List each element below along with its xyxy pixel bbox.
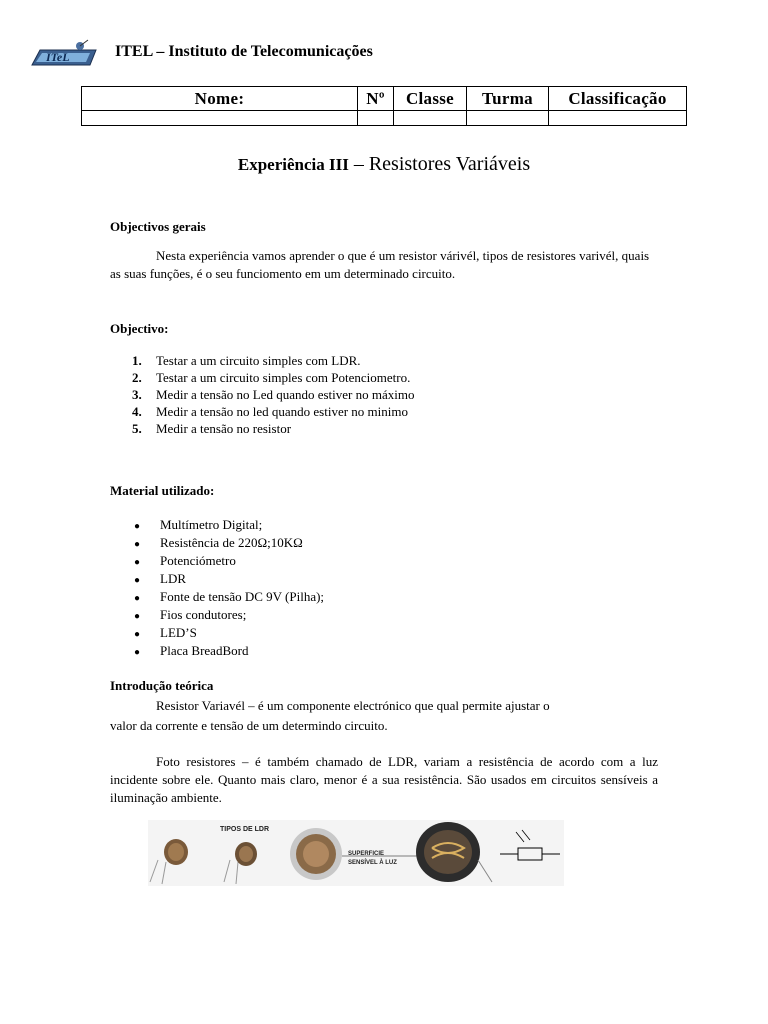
header-numero: Nº [358,87,394,111]
introducao-heading: Introdução teórica [110,678,214,693]
list-item: ● Resistência de 220Ω;10KΩ [110,534,324,552]
list-item: 1. Testar a um circuito simples com LDR. [132,353,361,368]
ldr-types-figure [148,820,564,886]
experiment-number: Experiência III [237,155,349,174]
cell-turma [467,111,549,126]
header-classificacao: Classificação [549,87,687,111]
cell-nome [82,111,358,126]
cell-numero [358,111,394,126]
list-item: ● Potenciómetro [110,552,324,570]
figure-label-surface-2: SENSÍVEL À LUZ [348,860,397,866]
cell-classe [394,111,467,126]
ldr-medium [290,828,342,880]
bullet-icon: ● [134,629,141,640]
header-classe: Classe [394,87,467,111]
figure-label-types: TIPOS DE LDR [220,826,270,833]
objectivo-list [110,352,415,437]
bullet-icon: ● [134,575,141,586]
material-list [110,516,324,660]
itel-logo [30,38,98,68]
list-item: 2. Testar a um circuito simples com Potenciometro. [132,370,411,385]
list-item: ● LDR [110,570,324,588]
bullet-icon: ● [134,593,141,604]
list-item: ● LED’S [110,624,324,642]
list-item: ● Fonte de tensão DC 9V (Pilha); [110,588,324,606]
table-row [82,111,687,126]
objectivos-gerais-heading: Objectivos gerais [110,219,206,234]
intro-line-1: Resistor Variavél – é um componente electrónico que qual permite ajustar o [156,698,550,713]
header-nome: Nome: [82,87,358,111]
figure-label-surface-1: SUPERFICIE [348,851,385,857]
list-item: 3. Medir a tensão no Led quando estiver no máximo [132,387,415,402]
student-info-table [81,86,687,126]
list-item: 5. Medir a tensão no resistor [132,421,292,436]
objectivos-gerais-text: Nesta experiência vamos aprender o que é um resistor várivél, tipos de resistores varivél, quais as suas funções, é o seu funciomento em um determinado circuito. [110,248,650,281]
intro-line-2: valor da corrente e tensão de um determindo circuito. [110,718,388,733]
logo-text: ITeL [46,50,70,64]
intro-paragraph-ldr: Foto resistores – é também chamado de LDR, variam a resistência de acordo com a luz incidente sobre ele. Quanto mais claro, menor é a sua resistência. São usados em circuitos sensíveis a iluminação ambiente. [110,754,658,805]
bullet-icon: ● [134,647,141,658]
header-turma: Turma [467,87,549,111]
bullet-icon: ● [134,557,141,568]
table-header-row [82,87,687,111]
objectivo-heading: Objectivo: [110,321,169,336]
institute-title: ITEL – Instituto de Telecomunicações [115,43,373,60]
experiment-subject: Resistores Variáveis [368,153,531,175]
bullet-icon: ● [134,539,141,550]
title-separator: – [348,153,369,175]
experiment-title [0,153,768,176]
list-item: 4. Medir a tensão no led quando estiver no minimo [132,404,409,419]
material-heading: Material utilizado: [110,483,215,498]
bullet-icon: ● [134,521,141,532]
cell-classificacao [549,111,687,126]
bullet-icon: ● [134,611,141,622]
list-item: ● Placa BreadBord [110,642,324,660]
list-item: ● Fios condutores; [110,606,324,624]
list-item: ● Multímetro Digital; [110,516,324,534]
